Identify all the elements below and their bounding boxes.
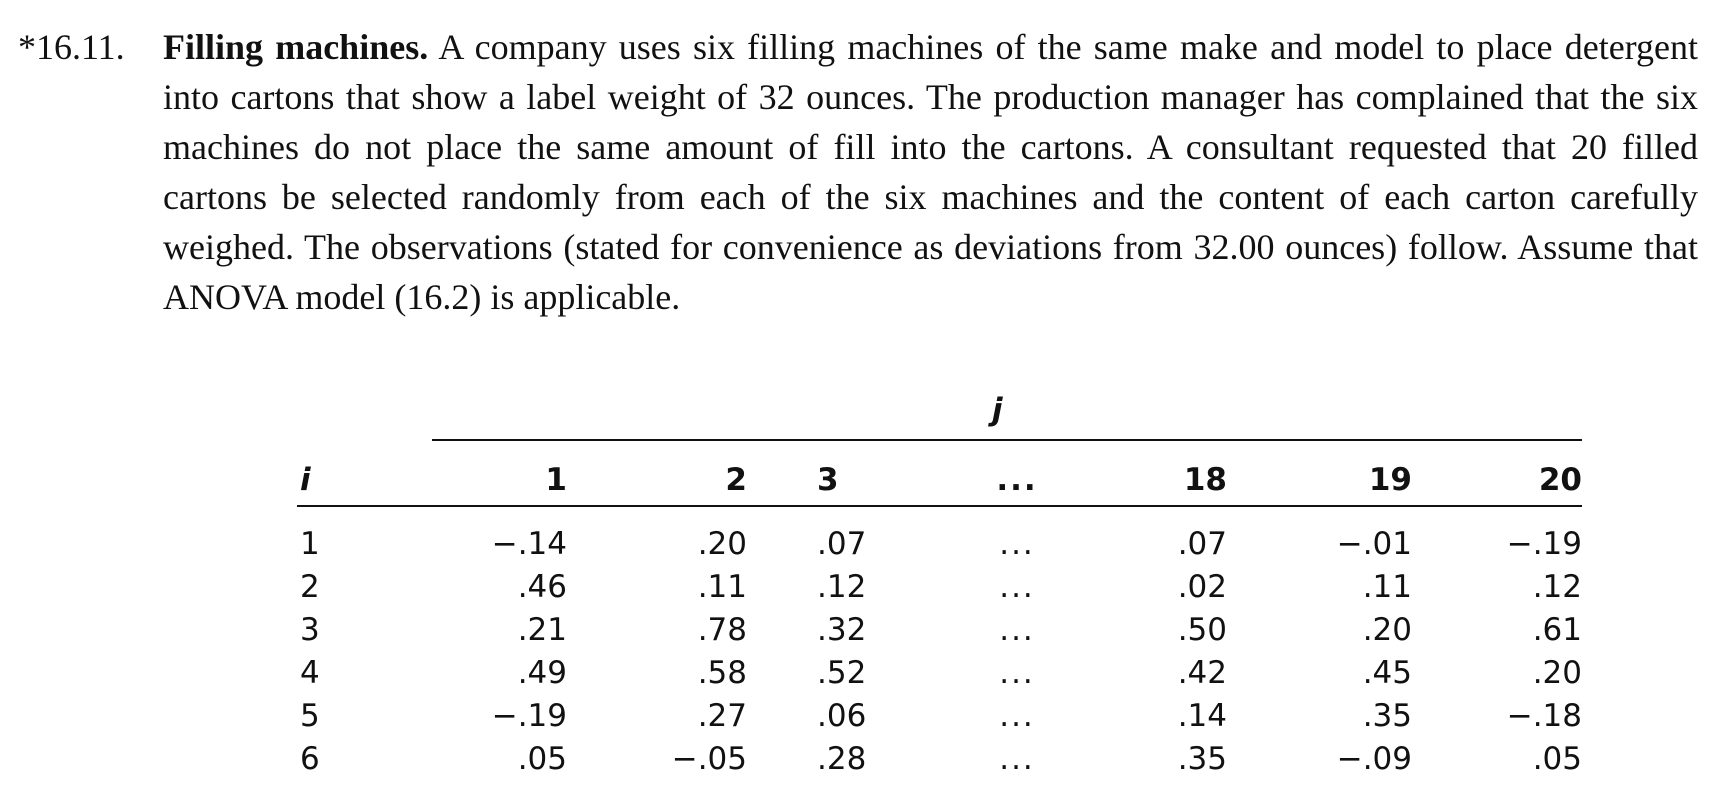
table-cell: −.19 — [491, 698, 567, 734]
table-row — [297, 565, 1582, 609]
table-row — [297, 522, 1582, 566]
table-cell: .61 — [1532, 612, 1582, 648]
header-cell: 20 — [1538, 462, 1582, 498]
header-rule — [297, 505, 1582, 507]
table-cell: .49 — [517, 655, 567, 691]
table-row — [297, 737, 1582, 781]
row-index: 6 — [300, 741, 320, 777]
table-cell: .20 — [697, 526, 747, 562]
table-cell: .32 — [817, 612, 867, 648]
table-cell: .20 — [1532, 655, 1582, 691]
table-cell: .78 — [697, 612, 747, 648]
row-index: 3 — [300, 612, 320, 648]
header-ellipsis: ... — [996, 462, 1038, 498]
header-cell: 1 — [545, 462, 567, 498]
column-group-label: j — [992, 392, 1003, 428]
table-cell: .42 — [1177, 655, 1227, 691]
table-cell: −.18 — [1506, 698, 1582, 734]
table-cell: .05 — [1532, 741, 1582, 777]
table-cell: .45 — [1362, 655, 1412, 691]
header-cell: 2 — [725, 462, 747, 498]
table-cell: .05 — [517, 741, 567, 777]
header-cell: 18 — [1183, 462, 1227, 498]
table-cell: .27 — [697, 698, 747, 734]
table-cell: .06 — [817, 698, 867, 734]
table-cell: .14 — [1177, 698, 1227, 734]
table-ellipsis: ... — [999, 612, 1035, 648]
table-ellipsis: ... — [999, 741, 1035, 777]
column-group-rule — [432, 439, 1582, 441]
header-row-label: i — [300, 462, 311, 498]
table-row — [297, 694, 1582, 738]
table-cell: .20 — [1362, 612, 1412, 648]
row-index: 5 — [300, 698, 320, 734]
table-cell: .35 — [1362, 698, 1412, 734]
table-cell: .21 — [517, 612, 567, 648]
table-cell: .28 — [817, 741, 867, 777]
row-index: 4 — [300, 655, 320, 691]
table-cell: .07 — [817, 526, 867, 562]
table-cell: .12 — [817, 569, 867, 605]
table-ellipsis: ... — [999, 698, 1035, 734]
header-cell: 3 — [817, 462, 839, 498]
table-cell: .11 — [697, 569, 747, 605]
table-cell: .52 — [817, 655, 867, 691]
table-ellipsis: ... — [999, 569, 1035, 605]
problem-body — [163, 22, 1698, 322]
table-header-row — [297, 458, 1582, 502]
table-row — [297, 608, 1582, 652]
table-cell: .35 — [1177, 741, 1227, 777]
table-cell: .50 — [1177, 612, 1227, 648]
table-cell: .07 — [1177, 526, 1227, 562]
row-index: 2 — [300, 569, 320, 605]
row-index: 1 — [300, 526, 320, 562]
table-cell: −.14 — [491, 526, 567, 562]
table-cell: .46 — [517, 569, 567, 605]
problem-text: A company uses six filling machines of the same make and model to place detergent into cartons that show a label weight of 32 ounces. The production manager has complained that the six machines do not place the same amount of fill into the cartons. A consultant requested that 20 filled cartons be selected randomly from each of the six machines and the content of each carton carefully weighed. The observations (stated for convenience as deviations from 32.00 ounces) follow. Assume that ANOVA model (16.2) is applicable. — [163, 27, 1699, 317]
problem-number: *16.11. — [18, 27, 125, 67]
table-ellipsis: ... — [999, 526, 1035, 562]
table-cell: .58 — [697, 655, 747, 691]
table-cell: −.09 — [1336, 741, 1412, 777]
table-cell: −.01 — [1336, 526, 1412, 562]
table-cell: −.05 — [671, 741, 747, 777]
problem-title: Filling machines. — [163, 27, 429, 67]
table-ellipsis: ... — [999, 655, 1035, 691]
header-cell: 19 — [1368, 462, 1412, 498]
table-cell: .12 — [1532, 569, 1582, 605]
table-row — [297, 651, 1582, 695]
table-cell: .02 — [1177, 569, 1227, 605]
table-cell: .11 — [1362, 569, 1412, 605]
table-cell: −.19 — [1506, 526, 1582, 562]
